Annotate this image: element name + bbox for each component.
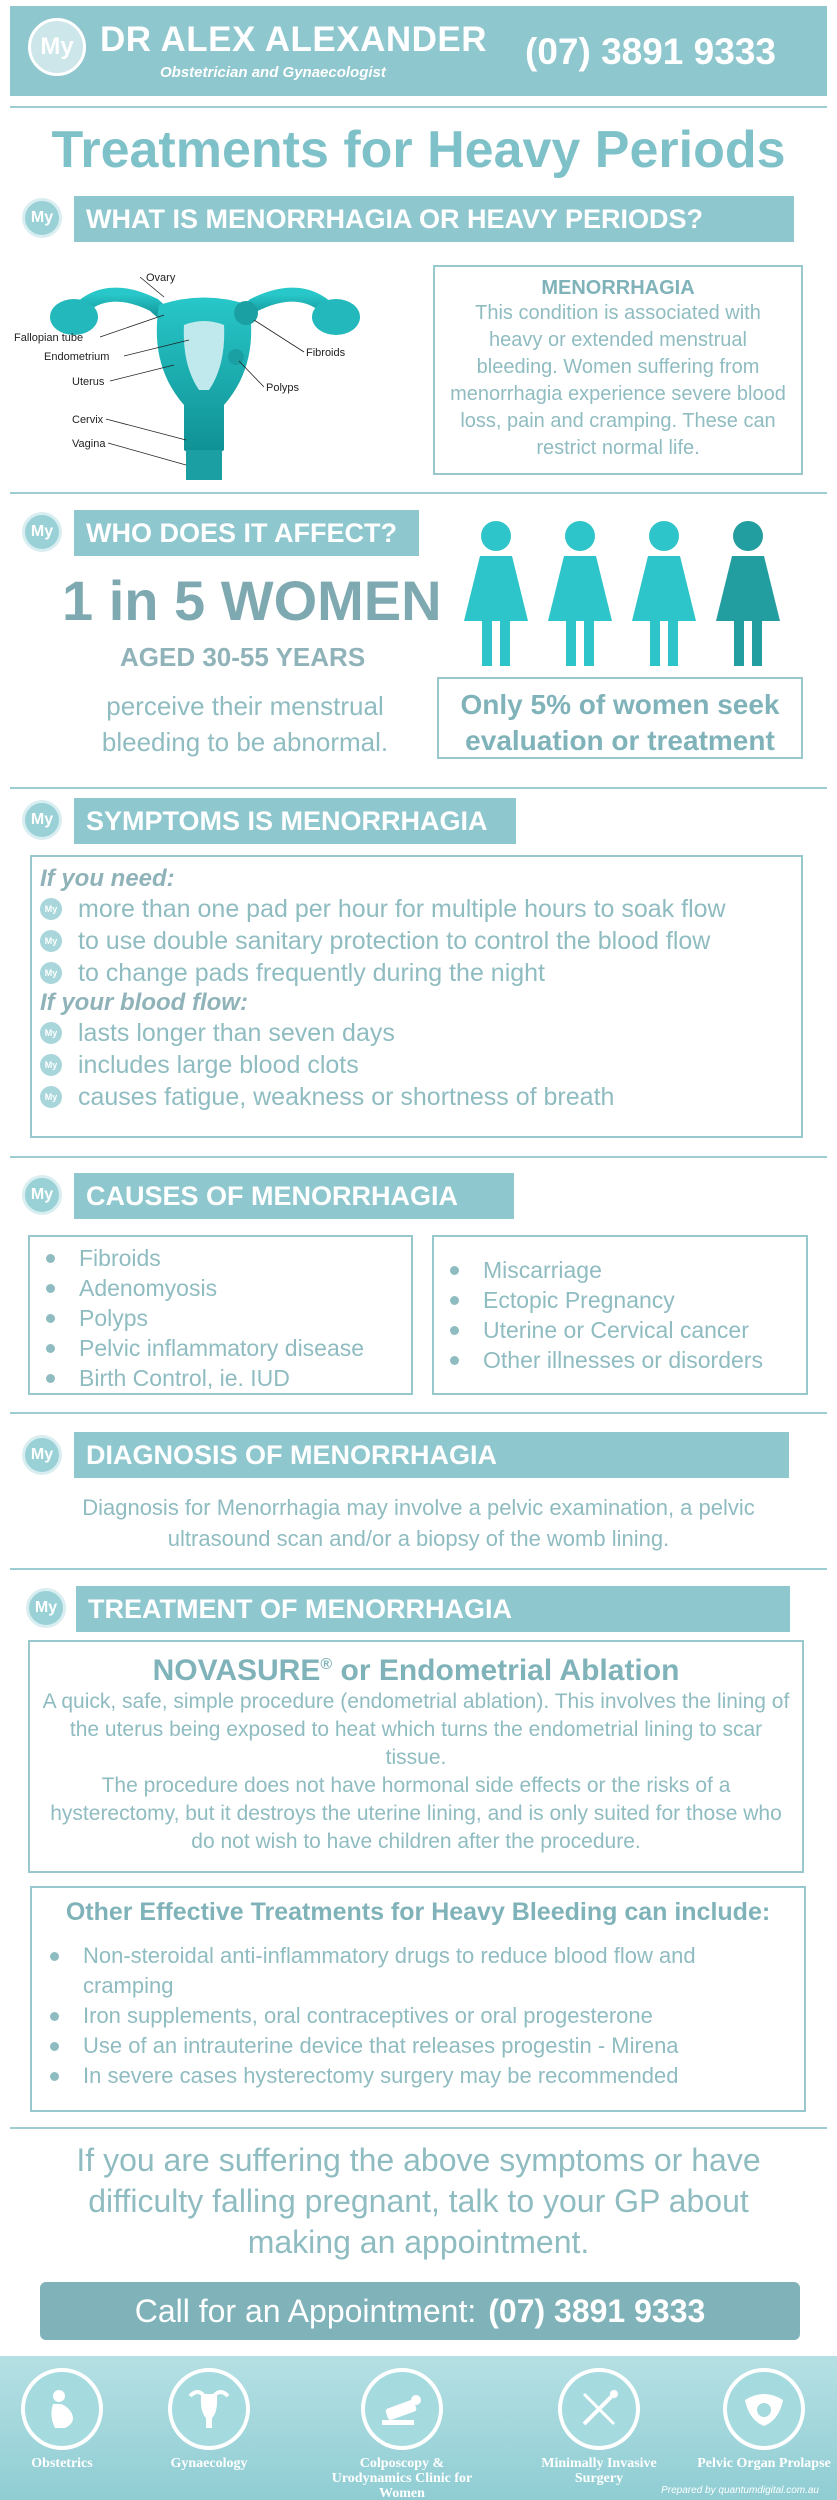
- my-badge: My: [26, 1588, 66, 1628]
- list-item: Other illnesses or disorders: [434, 1345, 806, 1375]
- list-item: Iron supplements, oral contraceptives or oral progesterone: [32, 2001, 804, 2031]
- list-item: My includes large blood clots: [40, 1049, 801, 1081]
- causes-left-box: [28, 1235, 413, 1395]
- other-treatments-box: [30, 1886, 806, 2112]
- list-item: My to use double sanitary protection to control the blood flow: [40, 925, 801, 957]
- section-heading-diagnosis: DIAGNOSIS OF MENORRHAGIA: [74, 1432, 789, 1478]
- list-item: My more than one pad per hour for multiple hours to soak flow: [40, 893, 801, 925]
- my-bullet-icon: My: [40, 962, 62, 984]
- service-obstetrics[interactable]: Obstetrics: [0, 2368, 137, 2471]
- call-label: Call for an Appointment:: [134, 2292, 477, 2329]
- diagram-label: Fallopian tube: [14, 332, 84, 344]
- novasure-note: The procedure does not have hormonal side effects or the risks of a hysterectomy, but it destroys the uterine lining, and is only suited for those who do not wish to have children after the procedure.: [50, 1774, 782, 1853]
- diagram-label: Vagina: [72, 438, 106, 450]
- women-figures: [462, 516, 802, 672]
- woman-icon: [464, 521, 528, 666]
- my-badge: My: [22, 198, 62, 238]
- divider: [10, 787, 827, 789]
- my-badge: My: [22, 1435, 62, 1475]
- divider: [10, 1412, 827, 1414]
- causes-right-box: [432, 1235, 808, 1395]
- surgical-tools-icon: [558, 2368, 640, 2450]
- other-treatments-title: Other Effective Treatments for Heavy Bleeding can include:: [65, 1898, 771, 1926]
- list-item: Uterine or Cervical cancer: [434, 1315, 806, 1345]
- pelvis-icon: [723, 2368, 805, 2450]
- symptoms-group-title: If your blood flow:: [40, 989, 248, 1016]
- ovary-right: [312, 299, 360, 335]
- list-item: In severe cases hysterectomy surgery may be recommended: [32, 2061, 804, 2091]
- services-footer: [0, 2356, 837, 2500]
- section-heading-treatment: TREATMENT OF MENORRHAGIA: [76, 1586, 790, 1632]
- stat-description: perceive their menstrual bleeding to be abnormal.: [101, 691, 389, 757]
- list-item: Polyps: [30, 1303, 411, 1333]
- diagram-label: Cervix: [72, 414, 104, 426]
- stat-headline: 1 in 5 WOMEN: [62, 569, 442, 632]
- my-bullet-icon: My: [40, 930, 62, 952]
- list-item: Use of an intrauterine device that releases progestin - Mirena: [32, 2031, 804, 2061]
- stat-age: AGED 30-55 YEARS: [120, 642, 366, 672]
- diagram-label: Endometrium: [44, 351, 110, 363]
- my-logo: My: [28, 18, 86, 76]
- uterus-icon: [168, 2368, 250, 2450]
- my-badge: My: [22, 1175, 62, 1215]
- divider: [10, 1156, 827, 1158]
- my-badge: My: [22, 512, 62, 552]
- novasure-box: [28, 1640, 804, 1873]
- ovary-left: [50, 299, 98, 335]
- call-appointment-button[interactable]: [40, 2282, 800, 2340]
- woman-icon: [632, 521, 696, 666]
- list-item: Fibroids: [30, 1243, 411, 1273]
- vagina-shape: [186, 450, 222, 480]
- diagram-label: Uterus: [72, 376, 105, 388]
- diagram-label: Fibroids: [306, 347, 346, 359]
- divider: [10, 1568, 827, 1570]
- site-header: [10, 6, 827, 96]
- call-phone[interactable]: (07) 3891 9333: [488, 2292, 706, 2329]
- diagnosis-text: Diagnosis for Menorrhagia may involve a pelvic examination, a pelvic ultrasound scan and/or a biopsy of the womb lining.: [82, 1495, 755, 1551]
- header-phone[interactable]: (07) 3891 9333: [525, 31, 776, 72]
- my-bullet-icon: My: [40, 1022, 62, 1044]
- list-item: Pelvic inflammatory disease: [30, 1333, 411, 1363]
- woman-icon-highlighted: [716, 521, 780, 666]
- list-item: My to change pads frequently during the night: [40, 957, 801, 989]
- doctor-subtitle: Obstetrician and Gynaecologist: [160, 64, 386, 81]
- page-title: Treatments for Heavy Periods: [51, 121, 786, 179]
- section-heading-causes: CAUSES OF MENORRHAGIA: [74, 1173, 514, 1219]
- diagram-label: Ovary: [146, 272, 176, 284]
- list-item: My lasts longer than seven days: [40, 1017, 801, 1049]
- service-gynaecology[interactable]: Gynaecology: [134, 2368, 284, 2471]
- service-minimally-invasive[interactable]: Minimally Invasive Surgery: [524, 2368, 674, 2486]
- novasure-title: NOVASURE® or Endometrial Ablation: [152, 1654, 680, 1687]
- woman-icon: [548, 521, 612, 666]
- list-item: Ectopic Pregnancy: [434, 1285, 806, 1315]
- divider: [10, 492, 827, 494]
- my-bullet-icon: My: [40, 1086, 62, 1108]
- list-item: My causes fatigue, weakness or shortness of breath: [40, 1081, 801, 1113]
- service-pelvic-prolapse[interactable]: Pelvic Organ Prolapse: [689, 2368, 837, 2471]
- divider: [10, 106, 827, 108]
- list-item: Miscarriage: [434, 1255, 806, 1285]
- section-heading-symptoms: SYMPTOMS IS MENORRHAGIA: [74, 798, 516, 844]
- definition-text: This condition is associated with heavy or extended menstrual bleeding. Women suffering from menorrhagia experience severe blood loss, pain and cramping. These can restrict normal life.: [450, 302, 786, 459]
- definition-box: [433, 265, 803, 475]
- uterus-diagram: [14, 255, 394, 485]
- divider: [10, 2127, 827, 2129]
- my-bullet-icon: My: [40, 898, 62, 920]
- polyp: [228, 349, 244, 365]
- symptoms-group-title: If you need:: [40, 865, 175, 892]
- section-heading-who: WHO DOES IT AFFECT?: [74, 510, 419, 556]
- list-item: Adenomyosis: [30, 1273, 411, 1303]
- symptoms-box: [30, 855, 803, 1138]
- definition-title: MENORRHAGIA: [541, 277, 695, 299]
- doctor-name: DR ALEX ALEXANDER: [100, 20, 488, 59]
- my-badge: My: [22, 800, 62, 840]
- pregnancy-icon: [21, 2368, 103, 2450]
- call-to-action-text: If you are suffering the above symptoms or have difficulty falling pregnant, talk to your GP about making an appointment.: [76, 2142, 761, 2260]
- service-colposcopy[interactable]: Colposcopy & Urodynamics Clinic for Women: [327, 2368, 477, 2500]
- my-bullet-icon: My: [40, 1054, 62, 1076]
- evaluation-text: Only 5% of women seek evaluation or treatment: [460, 689, 780, 756]
- list-item: Birth Control, ie. IUD: [30, 1363, 411, 1393]
- credit-text: Prepared by quantumdigital.com.au: [661, 2485, 819, 2496]
- fibroid: [234, 301, 258, 325]
- evaluation-box: [437, 677, 803, 759]
- diagram-label: Polyps: [266, 382, 300, 394]
- novasure-description: A quick, safe, simple procedure (endometrial ablation). This involves the lining of the uterus being exposed to heat which turns the endometrial lining to scar tissue.: [42, 1690, 790, 1769]
- section-heading-what: WHAT IS MENORRHAGIA OR HEAVY PERIODS?: [74, 196, 794, 242]
- microscope-icon: [361, 2368, 443, 2450]
- list-item: Non-steroidal anti-inflammatory drugs to reduce blood flow and cramping: [32, 1941, 804, 2001]
